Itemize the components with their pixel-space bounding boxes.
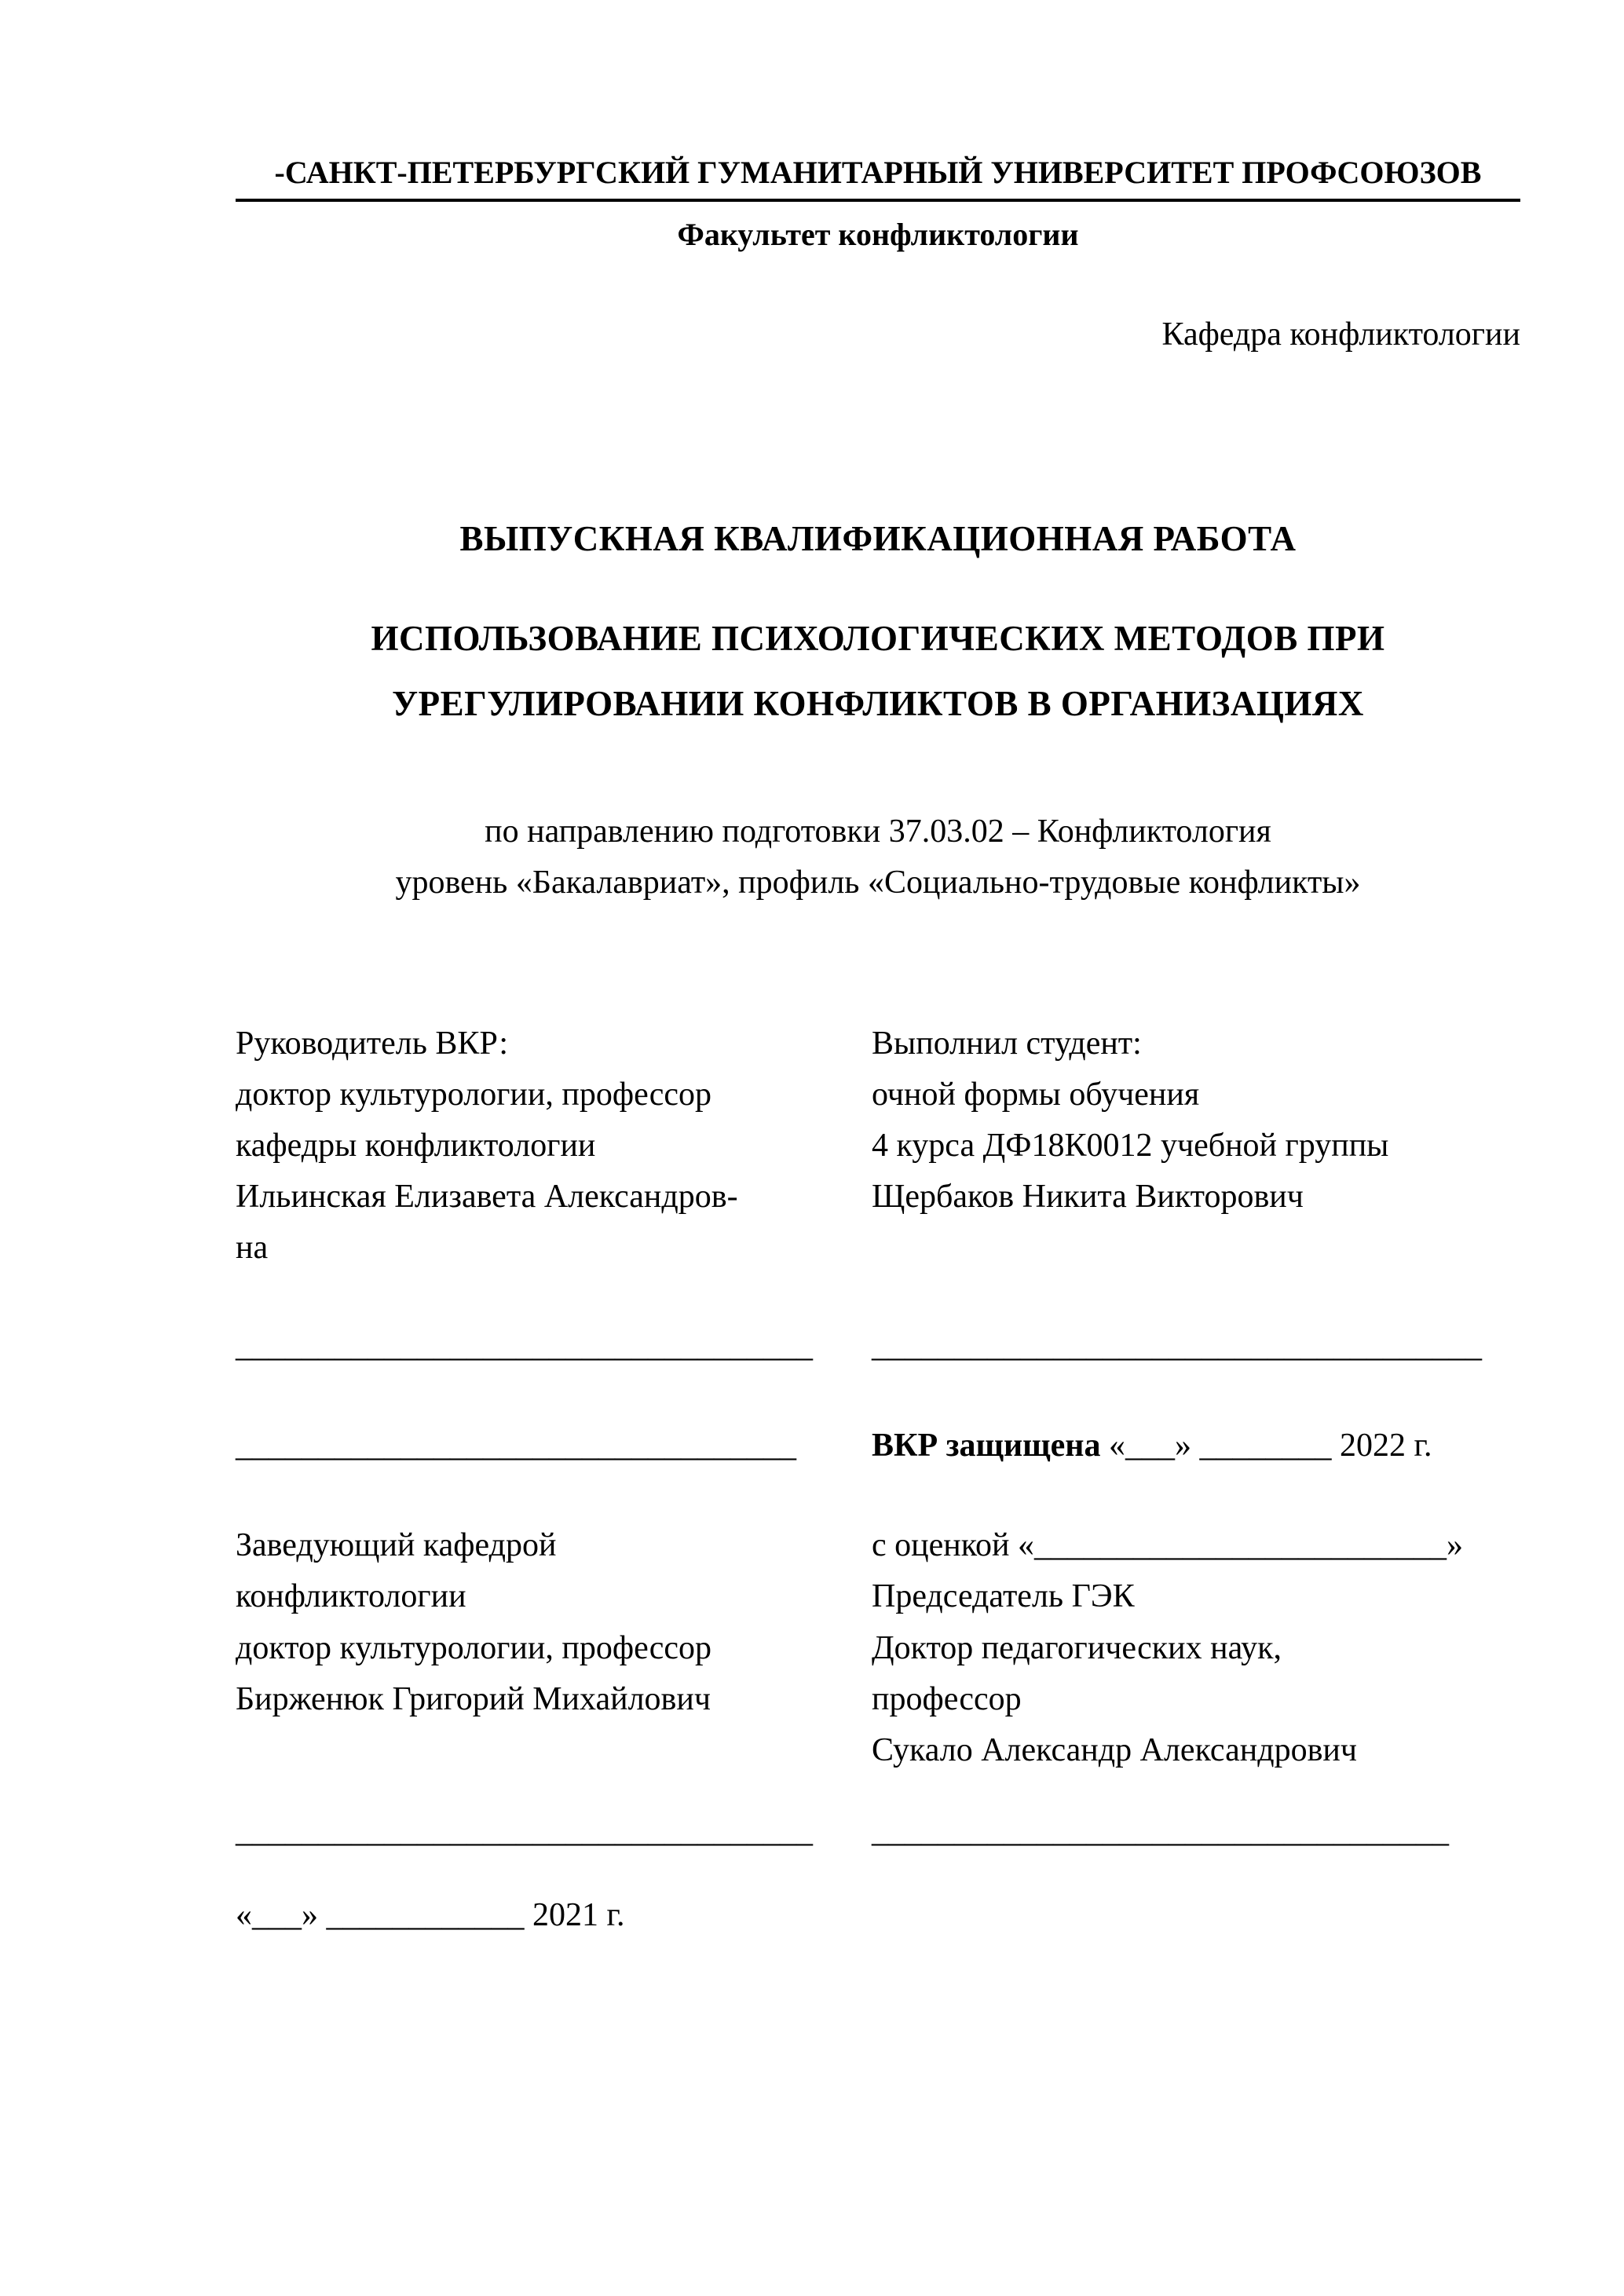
student-label: Выполнил студент: bbox=[872, 1025, 1142, 1062]
department-head-signature-line: ___________________________________ bbox=[236, 1812, 813, 1849]
supervisor-signature-line: ___________________________________ bbox=[236, 1328, 813, 1365]
signature-section bbox=[236, 1018, 1520, 1941]
gek-chair-title-line: Председатель ГЭК bbox=[872, 1578, 1135, 1615]
gek-chair-name-line: Сукало Александр Александрович bbox=[872, 1731, 1358, 1768]
gek-chair-degree-line-1: Доктор педагогических наук, bbox=[872, 1629, 1282, 1666]
department-head-title-line-2: конфликтологии bbox=[236, 1578, 466, 1615]
supervisor-label: Руководитель ВКР: bbox=[236, 1025, 509, 1062]
defense-label: ВКР защищена bbox=[872, 1428, 1101, 1464]
gek-chair-block bbox=[872, 1520, 1520, 1775]
people-blocks-row bbox=[236, 1018, 1520, 1274]
gek-chair-signature-line: ___________________________________ bbox=[872, 1812, 1449, 1849]
program-direction-line: по направлению подготовки 37.03.02 – Конфликтология bbox=[485, 813, 1271, 850]
defense-date-blank: «___» ________ 2022 г. bbox=[1100, 1428, 1432, 1464]
student-name-line: Щербаков Никита Викторович bbox=[872, 1178, 1304, 1215]
student-form-line: очной формы обучения bbox=[872, 1076, 1200, 1113]
supervisor-department-line: кафедры конфликтологии bbox=[236, 1127, 596, 1164]
empty-cell bbox=[872, 1890, 1520, 1891]
student-signature-line: _____________________________________ bbox=[872, 1328, 1482, 1365]
department-head-date-line: «___» ____________ 2021 г. bbox=[236, 1896, 625, 1933]
department-head-name-line: Бирженюк Григорий Михайлович bbox=[236, 1680, 711, 1717]
date-row bbox=[236, 1890, 1520, 1941]
thesis-title bbox=[236, 606, 1520, 737]
thesis-title-line-1: ИСПОЛЬЗОВАНИЕ ПСИХОЛОГИЧЕСКИХ МЕТОДОВ ПРИ bbox=[371, 619, 1385, 658]
university-name: -САНКТ-ПЕТЕРБУРГСКИЙ ГУМАНИТАРНЫЙ УНИВЕРСИТЕТ ПРОФСОЮЗОВ bbox=[236, 154, 1520, 202]
supervisor-name-line-1: Ильинская Елизавета Александров- bbox=[236, 1178, 738, 1215]
department-head-block bbox=[236, 1520, 872, 1724]
supervisor-block bbox=[236, 1018, 872, 1274]
grade-blank-line: с оценкой «_________________________» bbox=[872, 1527, 1463, 1564]
signature-row-3 bbox=[236, 1806, 1520, 1857]
department-head-title-line-1: Заведующий кафедрой bbox=[236, 1527, 557, 1564]
program-info bbox=[236, 806, 1520, 909]
department-name: Кафедра конфликтологии bbox=[1161, 316, 1520, 353]
faculty-name: Факультет конфликтологии bbox=[677, 217, 1079, 252]
thesis-title-line-2: УРЕГУЛИРОВАНИИ КОНФЛИКТОВ В ОРГАНИЗАЦИЯХ bbox=[392, 684, 1364, 724]
supervisor-name-line-2: на bbox=[236, 1230, 269, 1267]
program-level-line: уровень «Бакалавриат», профиль «Социально-трудовые конфликты» bbox=[395, 864, 1361, 901]
signature-row-1 bbox=[236, 1321, 1520, 1372]
defense-date-line bbox=[872, 1420, 1520, 1472]
supervisor-degree-line: доктор культурологии, профессор bbox=[236, 1076, 712, 1113]
signature-row-2 bbox=[236, 1420, 1520, 1472]
work-type-heading: ВЫПУСКНАЯ КВАЛИФИКАЦИОННАЯ РАБОТА bbox=[459, 519, 1297, 558]
supervisor-signature-line-2: __________________________________ bbox=[236, 1428, 796, 1464]
department-head-degree-line: доктор культурологии, профессор bbox=[236, 1629, 712, 1666]
student-block bbox=[872, 1018, 1520, 1223]
officials-blocks-row bbox=[236, 1520, 1520, 1775]
student-group-line: 4 курса ДФ18К0012 учебной группы bbox=[872, 1127, 1389, 1164]
gek-chair-degree-line-2: профессор bbox=[872, 1680, 1022, 1717]
